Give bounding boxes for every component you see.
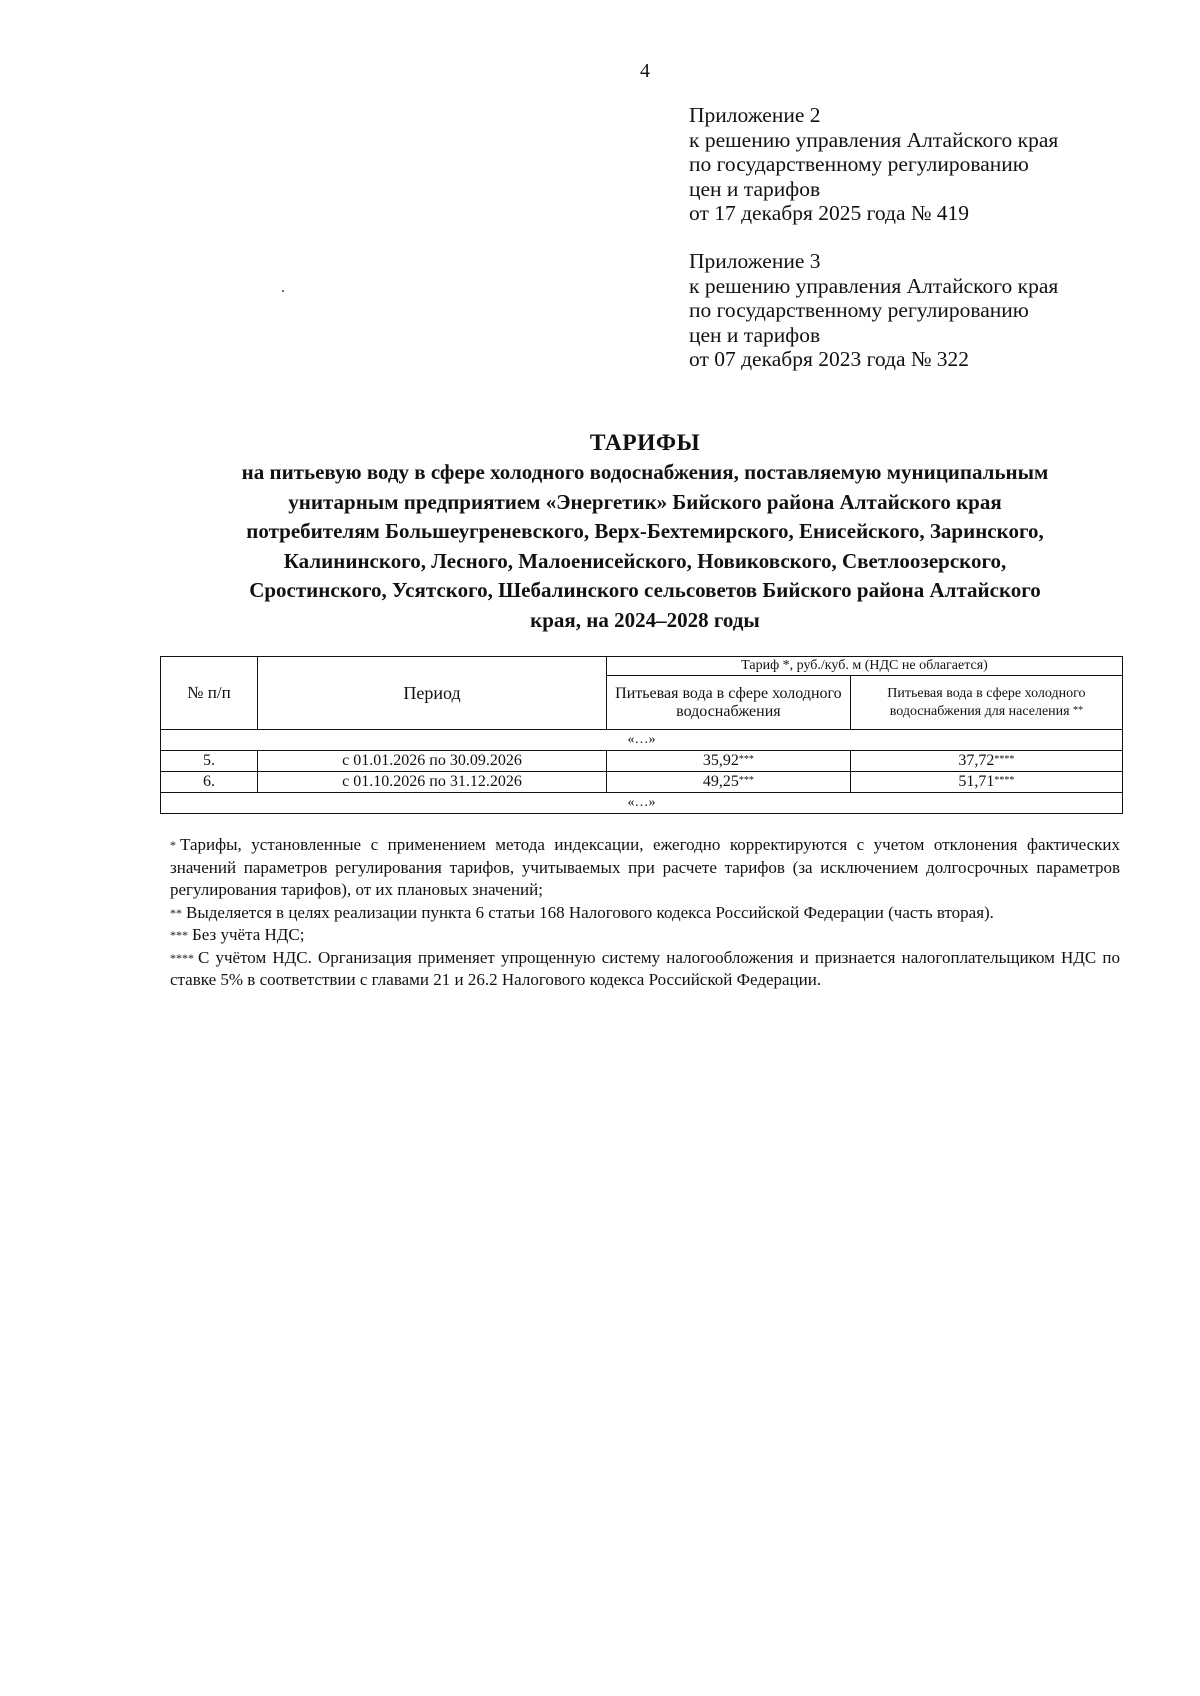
tariff-value: 49,25 — [702, 773, 739, 790]
appendix-line: по государственному регулированию — [689, 152, 1029, 177]
footnote-mark: **** — [170, 950, 194, 965]
footnotes — [170, 834, 1120, 992]
title-line: Сростинского, Усятского, Шебалинского сельсоветов Бийского района Алтайского — [249, 578, 1041, 603]
row-number: 6. — [161, 772, 258, 793]
row-tariff-general — [607, 772, 851, 793]
header-period: Период — [258, 657, 607, 730]
title-line: потребителям Большеугреневского, Верх-Бехтемирского, Енисейского, Заринского, — [246, 519, 1044, 544]
title-heading: ТАРИФЫ — [589, 430, 701, 456]
title-line: края, на 2024–2028 годы — [530, 607, 760, 632]
tariff-value: 35,92 — [702, 752, 739, 769]
title-subheading — [150, 458, 1140, 636]
footnote-mark: *** — [738, 754, 754, 765]
row-tariff-general — [607, 751, 851, 772]
appendix-line: к решению управления Алтайского края — [689, 273, 1059, 298]
row-period: с 01.10.2026 по 31.12.2026 — [258, 772, 607, 793]
footnote-mark: *** — [170, 928, 188, 942]
row-tariff-population — [850, 751, 1122, 772]
table-row-ellipsis — [161, 730, 1123, 751]
header-tariff-population-label: Питьевая вода в сфере холодного водоснабжения для населения — [887, 685, 1086, 719]
footnote-text: С учётом НДС. Организация применяет упрощенную систему налогообложения и признается налогоплательщиком НДС по ставке 5% в соответствии с главами 21 и 26.2 Налогового кодекса Российской Федерации. — [170, 947, 1120, 989]
scan-speck — [282, 290, 284, 292]
title-line: на питьевую воду в сфере холодного водоснабжения, поставляемую муниципальным — [241, 460, 1049, 484]
footnote-mark: *** — [738, 775, 754, 786]
header-tariff: Тариф *, руб./куб. м (НДС не облагается) — [607, 657, 1123, 676]
appendix-line: по государственному регулированию — [689, 298, 1029, 323]
footnote-mark: ** — [170, 905, 182, 920]
appendix-line: цен и тарифов — [689, 176, 821, 201]
tariffs-table — [160, 656, 1123, 814]
document-title — [150, 428, 1140, 636]
appendix-line: от 17 декабря 2025 года № 419 — [689, 201, 969, 226]
header-number: № п/п — [161, 657, 258, 730]
footnote — [170, 902, 1120, 925]
tariff-value: 51,71 — [958, 773, 995, 790]
footnote-text: Тарифы, установленные с применением метода индексации, ежегодно корректируются с учетом отклонения фактических значений параметров регулирования тарифов, учитываемых при расчете тарифов (за исключением долгосрочных параметров регулирования тарифов), от их плановых значений; — [170, 835, 1120, 899]
row-number: 5. — [161, 751, 258, 772]
footnote-mark: **** — [994, 775, 1015, 786]
appendix-2-reference — [689, 103, 1058, 226]
table-row — [161, 772, 1123, 793]
header-tariff-general-label: Питьевая вода в сфере холодного водоснабжения — [615, 684, 842, 720]
footnote — [170, 834, 1120, 902]
appendix-3-reference — [689, 249, 1058, 372]
appendix-line: к решению управления Алтайского края — [689, 127, 1059, 152]
omitted-rows-marker: «…» — [161, 793, 1123, 814]
appendix-line: Приложение 2 — [689, 103, 821, 127]
row-period: с 01.01.2026 по 30.09.2026 — [258, 751, 607, 772]
footnote-text: Без учёта НДС; — [192, 925, 305, 944]
header-tariff-population — [850, 676, 1122, 730]
table-row-ellipsis — [161, 793, 1123, 814]
title-line: унитарным предприятием «Энергетик» Бийского района Алтайского края — [288, 489, 1002, 514]
omitted-rows-marker: «…» — [161, 730, 1123, 751]
title-line: Калининского, Лесного, Малоенисейского, Новиковского, Светлоозерского, — [283, 548, 1007, 573]
footnote — [170, 924, 1120, 947]
appendix-line: от 07 декабря 2023 года № 322 — [689, 347, 969, 372]
footnote — [170, 947, 1120, 992]
appendix-line: Приложение 3 — [689, 249, 821, 273]
tariff-value: 37,72 — [958, 752, 995, 769]
footnote-mark: **** — [994, 754, 1015, 765]
footnote-mark: ** — [1073, 704, 1084, 716]
footnote-text: Выделяется в целях реализации пункта 6 статьи 168 Налогового кодекса Российской Федерации (часть вторая). — [186, 902, 994, 922]
row-tariff-population — [850, 772, 1122, 793]
footnote-mark: * — [170, 838, 176, 852]
table-row — [161, 751, 1123, 772]
page-number: 4 — [640, 60, 650, 82]
appendix-line: цен и тарифов — [689, 322, 821, 347]
table-header-row — [161, 657, 1123, 676]
header-tariff-general — [607, 676, 851, 730]
